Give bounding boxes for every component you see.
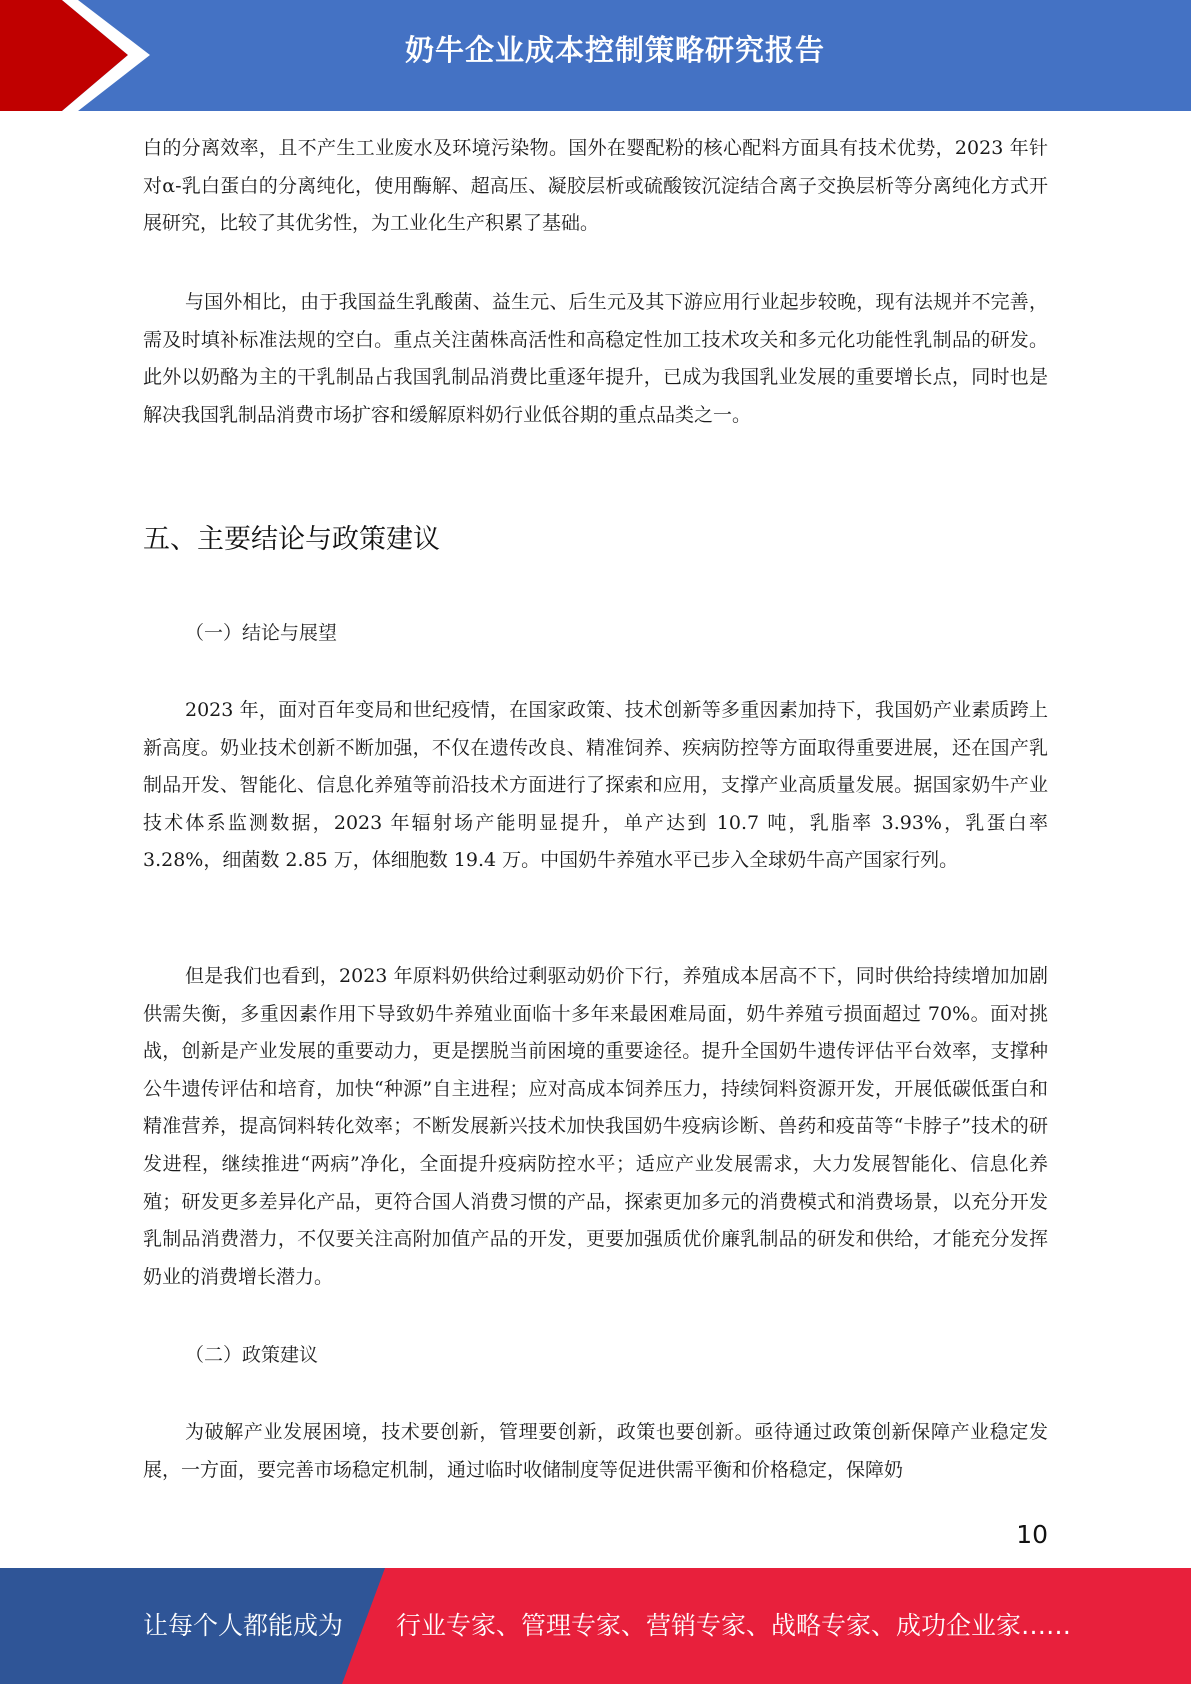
subsection-heading: （一）结论与展望	[185, 622, 338, 644]
report-title: 奶牛企业成本控制策略研究报告	[404, 33, 825, 67]
subsection-heading: （二）政策建议	[185, 1344, 319, 1366]
footer-slogan-right: 行业专家、管理专家、营销专家、战略专家、成功企业家……	[396, 1611, 1072, 1640]
page-header	[0, 0, 1191, 111]
paragraph: 但是我们也看到，2023 年原料奶供给过剩驱动奶价下行，养殖成本居高不下，同时供给持续增加加剧供需失衡，多重因素作用下导致奶牛养殖业面临十多年来最困难局面，奶牛养殖亏损面超过 70%。面对挑战，创新是产业发展的重要动力，更是摆脱当前困境的重要途径。提升全国奶牛遗传评估平台效率，支撑种公牛遗传评估和培育，加快“种源”自主进程；应对高成本饲养压力，持续饲料资源开发，开展低碳低蛋白和精准营养，提高饲料转化效率；不断发展新兴技术加快我国奶牛疫病诊断、兽药和疫苗等“卡脖子”技术的研发进程，继续推进“两病”净化，全面提升疫病防控水平；适应产业发展需求，大力发展智能化、信息化养殖；研发更多差异化产品，更符合国人消费习惯的产品，探索更加多元的消费模式和消费场景，以充分开发乳制品消费潜力，不仅要关注高附加值产品的开发，更要加强质优价廉乳制品的研发和供给，才能充分发挥奶业的消费增长潜力。	[143, 965, 1048, 1288]
page-number: 10	[1016, 1520, 1048, 1549]
paragraph: 为破解产业发展困境，技术要创新，管理要创新，政策也要创新。亟待通过政策创新保障产业稳定发展，一方面，要完善市场稳定机制，通过临时收储制度等促进供需平衡和价格稳定，保障奶	[143, 1421, 1048, 1481]
section-heading: 五、主要结论与政策建议	[143, 524, 440, 555]
footer-slogan-left: 让每个人都能成为	[143, 1611, 344, 1640]
paragraph: 白的分离效率，且不产生工业废水及环境污染物。国外在婴配粉的核心配料方面具有技术优势，2023 年针对α-乳白蛋白的分离纯化，使用酶解、超高压、凝胶层析或硫酸铵沉淀结合离子交换层析等分离纯化方式开展研究，比较了其优劣性，为工业化生产积累了基础。	[143, 137, 1048, 235]
page-footer	[0, 1568, 1191, 1684]
paragraph: 2023 年，面对百年变局和世纪疫情，在国家政策、技术创新等多重因素加持下，我国奶产业素质跨上新高度。奶业技术创新不断加强，不仅在遗传改良、精准饲养、疾病防控等方面取得重要进展，还在国产乳制品开发、智能化、信息化养殖等前沿技术方面进行了探索和应用，支撑产业高质量发展。据国家奶牛产业技术体系监测数据，2023 年辐射场产能明显提升，单产达到 10.7 吨，乳脂率 3.93%，乳蛋白率 3.28%，细菌数 2.85 万，体细胞数 19.4 万。中国奶牛养殖水平已步入全球奶牛高产国家行列。	[143, 699, 1048, 872]
paragraph: 与国外相比，由于我国益生乳酸菌、益生元、后生元及其下游应用行业起步较晚，现有法规并不完善，需及时填补标准法规的空白。重点关注菌株高活性和高稳定性加工技术攻关和多元化功能性乳制品的研发。此外以奶酪为主的干乳制品占我国乳制品消费比重逐年提升，已成为我国乳业发展的重要增长点，同时也是解决我国乳制品消费市场扩容和缓解原料奶行业低谷期的重点品类之一。	[143, 291, 1048, 426]
